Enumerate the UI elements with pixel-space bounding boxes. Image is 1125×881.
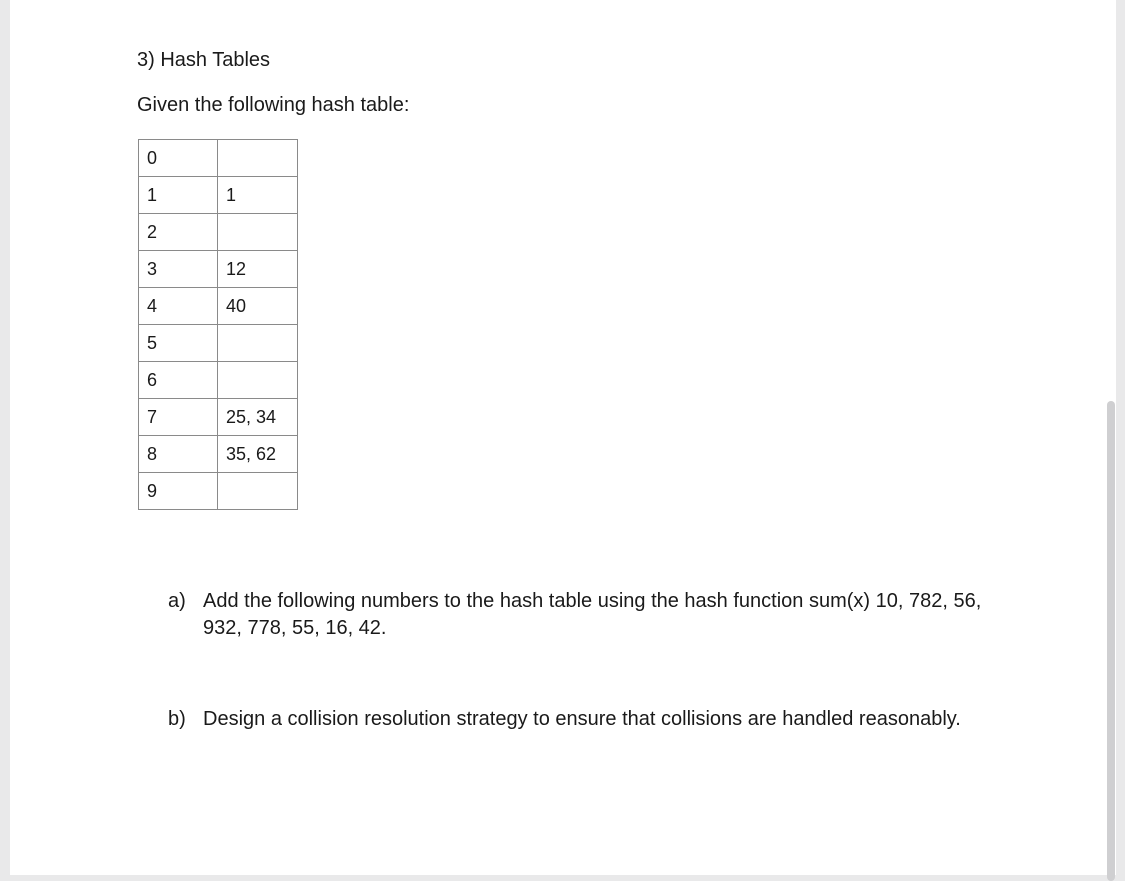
slot-values: 35, 62 [218,436,298,473]
slot-index: 4 [139,288,218,325]
slot-values [218,362,298,399]
question-marker: b) [168,708,186,730]
slot-index: 1 [139,177,218,214]
slot-values [218,214,298,251]
vertical-scrollbar-thumb[interactable] [1107,401,1115,881]
table-row [139,325,298,362]
slot-index: 0 [139,140,218,177]
hash-table [138,139,298,510]
table-row [139,362,298,399]
table-row [139,436,298,473]
table-row [139,251,298,288]
table-row [139,140,298,177]
slot-index: 6 [139,362,218,399]
table-row [139,177,298,214]
table-row [139,399,298,436]
slot-index: 2 [139,214,218,251]
question-text: Add the following numbers to the hash table using the hash function sum(x) 10, 782, 56, 932, 778, 55, 16, 42. [203,590,982,639]
slot-values: 12 [218,251,298,288]
section-heading: 3) Hash Tables [137,49,271,71]
table-row [139,473,298,510]
table-row [139,288,298,325]
slot-index: 9 [139,473,218,510]
document-page [10,0,1116,875]
slot-values: 25, 34 [218,399,298,436]
slot-values [218,473,298,510]
slot-index: 8 [139,436,218,473]
slot-index: 5 [139,325,218,362]
slot-values [218,325,298,362]
slot-values: 40 [218,288,298,325]
table-row [139,214,298,251]
question-text: Design a collision resolution strategy to ensure that collisions are handled reasonably. [203,708,961,730]
slot-values [218,140,298,177]
slot-index: 7 [139,399,218,436]
slot-index: 3 [139,251,218,288]
slot-values: 1 [218,177,298,214]
intro-text: Given the following hash table: [137,94,410,116]
question-marker: a) [168,590,186,612]
